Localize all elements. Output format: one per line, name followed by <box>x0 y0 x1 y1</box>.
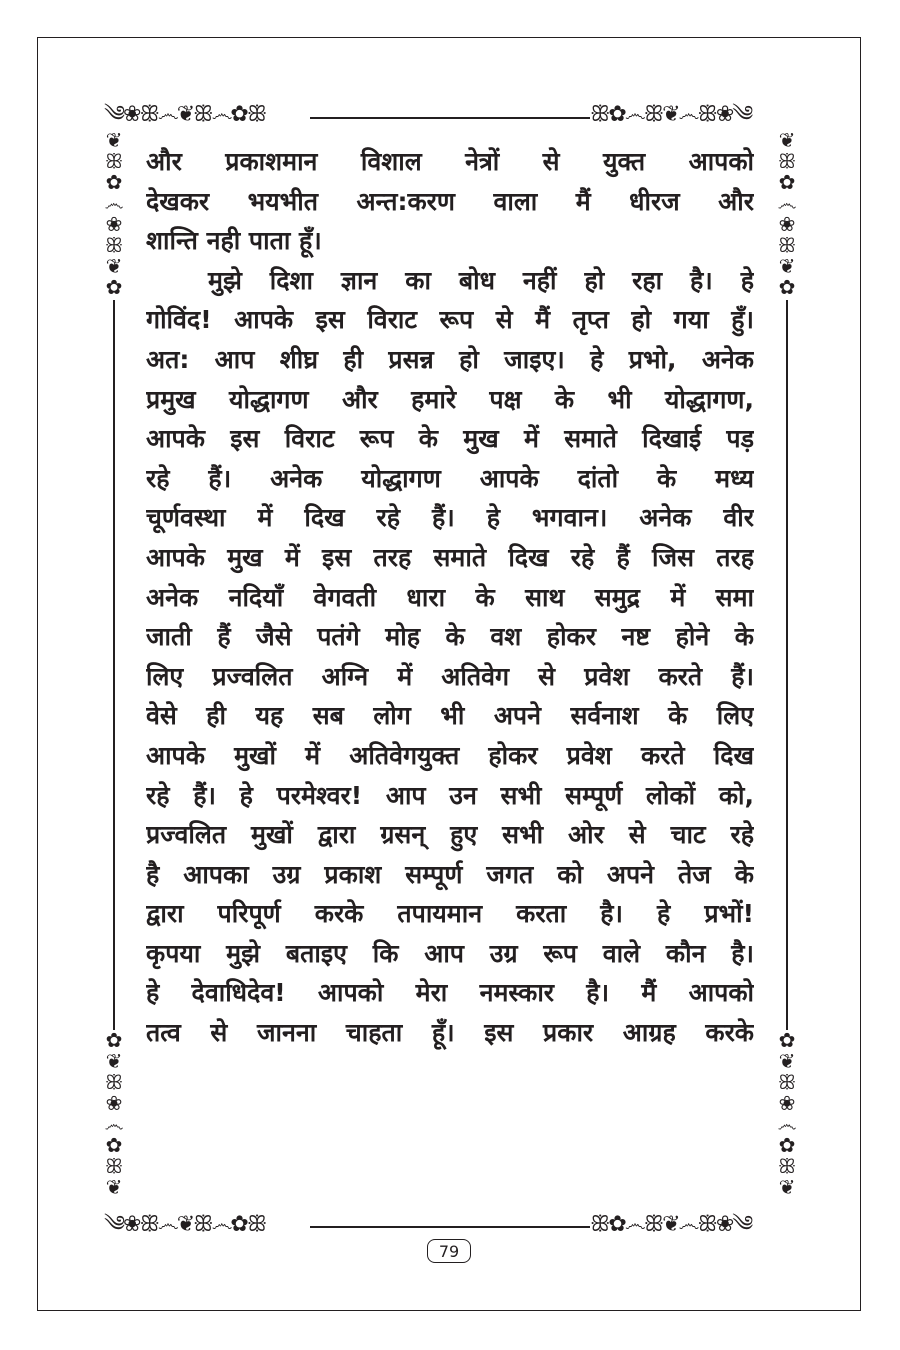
text-line: अत: आप शीघ्र ही प्रसन्न हो जाइए। हे प्रभो, अनेक <box>146 344 754 374</box>
text-line: देखकर भयभीत अन्त:करण वाला मैं धीरज और <box>146 186 754 216</box>
bottom-rule <box>310 1226 590 1228</box>
flourish-top-left-icon: ༄❀ꕥ෴❦ꕥ෴✿ꕥ <box>104 102 266 127</box>
flourish-left-top-icon: ❦ ꕥ ✿ ෴ ❀ ꕥ ❦ ✿ <box>104 128 124 299</box>
top-rule <box>310 117 590 119</box>
text-line: वेसे ही यह सब लोग भी अपने सर्वनाश के लिए <box>146 701 754 731</box>
right-rule <box>786 300 788 1030</box>
text-line: प्रज्वलित मुखों द्वारा ग्रसन् हुए सभी ओर से चाट रहे <box>146 820 754 850</box>
text-line: आपके मुखों में अतिवेगयुक्त होकर प्रवेश करते दिख <box>146 740 754 770</box>
flourish-top-right-icon: ꕥ✿෴ꕥ❦෴ꕥ❀༄ <box>590 102 752 127</box>
text-line: आपके इस विराट रूप के मुख में समाते दिखाई पड़ <box>146 424 754 454</box>
text-line: रहे हैं। हे परमेश्वर! आप उन सभी सम्पूर्ण लोकों को, <box>146 780 754 810</box>
flourish-bottom-left-icon: ༄❀ꕥ෴❦ꕥ෴✿ꕥ <box>104 1212 266 1237</box>
text-line: कृपया मुझे बताइए कि आप उग्र रूप वाले कौन है। <box>146 938 754 968</box>
text-line: रहे हैं। अनेक योद्धागण आपके दांतो के मध्य <box>146 463 754 493</box>
text-line: द्वारा परिपूर्ण करके तपायमान करता है। हे प्रभों! <box>146 899 754 929</box>
text-line: आपके मुख में इस तरह समाते दिख रहे हैं जिस तरह <box>146 542 754 572</box>
body-text <box>146 142 754 1053</box>
flourish-right-top-icon: ❦ ꕥ ✿ ෴ ❀ ꕥ ❦ ✿ <box>777 128 797 299</box>
flourish-left-bottom-icon: ✿ ❦ ꕥ ❀ ෴ ✿ ꕥ ❦ <box>104 1028 124 1199</box>
text-line: शान्ति नही पाता हूँ। <box>146 226 322 256</box>
text-line: लिए प्रज्वलित अग्नि में अतिवेग से प्रवेश करते हैं। <box>146 661 754 691</box>
left-rule <box>113 300 115 1030</box>
text-line: हे देवाधिदेव! आपको मेरा नमस्कार है। मैं आपको <box>146 978 754 1008</box>
flourish-bottom-right-icon: ꕥ✿෴ꕥ❦෴ꕥ❀༄ <box>590 1212 752 1237</box>
flourish-right-bottom-icon: ✿ ❦ ꕥ ❀ ෴ ✿ ꕥ ❦ <box>777 1028 797 1199</box>
text-line: तत्व से जानना चाहता हूँ। इस प्रकार आग्रह करके <box>146 1018 754 1048</box>
text-line: है आपका उग्र प्रकाश सम्पूर्ण जगत को अपने तेज के <box>146 859 754 889</box>
text-line: मुझे दिशा ज्ञान का बोध नहीं हो रहा है। हे <box>208 265 754 295</box>
text-line: जाती हैं जैसे पतंगे मोह के वश होकर नष्ट होने के <box>146 622 754 652</box>
text-line: और प्रकाशमान विशाल नेत्रों से युक्त आपको <box>146 147 754 176</box>
text-line: चूर्णवस्था में दिख रहे हैं। हे भगवान। अनेक वीर <box>146 503 754 533</box>
text-line: गोविंद! आपके इस विराट रूप से मैं तृप्त हो गया हुँ। <box>146 305 754 335</box>
text-line: प्रमुख योद्धागण और हमारे पक्ष के भी योद्धागण, <box>146 384 754 414</box>
text-line: अनेक नदियाँ वेगवती धारा के साथ समुद्र में समा <box>146 582 754 612</box>
page-number: 79 <box>427 1239 471 1263</box>
